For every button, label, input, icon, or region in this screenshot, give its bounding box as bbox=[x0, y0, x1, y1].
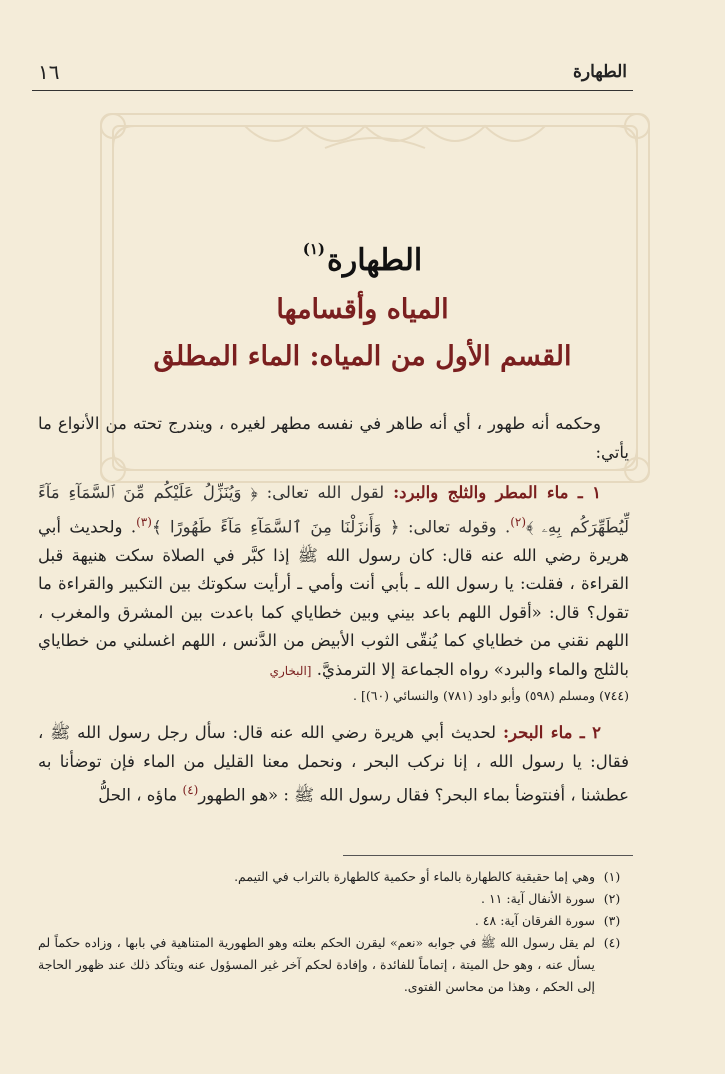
chapter-subtitle: المياه وأقسامها bbox=[276, 294, 449, 325]
item-2-footnote-ref-4: (٤) bbox=[182, 783, 199, 797]
item-2-paragraph bbox=[38, 719, 629, 810]
item-2-hadith: لحديث أبي هريرة رضي الله عنه قال: سأل رجل رسول الله ﷺ ، فقال: يا رسول الله ، إنا نركب البحر ، ونحمل معنا القليل من الماء فإن توضأنا به عطشنا ، أفنتوضأ بماء البحر؟ فقال رسول الله ﷺ : «هو الطهور bbox=[38, 723, 629, 805]
intro-paragraph: وحكمه أنه طهور ، أي أنه طاهر في نفسه مطهر لغيره ، ويندرج تحته من الأنواع ما يأتي: bbox=[38, 414, 629, 462]
footnote-item bbox=[38, 910, 629, 932]
footnote-text: سورة الفرقان آية: ٤٨ . bbox=[474, 913, 595, 928]
item-1-paragraph bbox=[38, 479, 629, 685]
item-1-heading: ١ ـ ماء المطر والثلج والبرد: bbox=[393, 483, 601, 502]
item-1-footnote-ref-3: (٣) bbox=[136, 514, 152, 529]
chapter-headings bbox=[60, 228, 665, 380]
item-1-hadith: . ولحديث أبي هريرة رضي الله عنه قال: كان رسول الله ﷺ إذا كبَّر في الصلاة سكت هنيهة قبل القراءة ، فقلت: يا رسول الله ـ بأبي أنت وأمي ـ أرأيت سكوتك بين التكبير والقراءة ما تقول؟ قال: «أقول اللهم باعد بيني وبين خطاياي كما باعدت بين المشرق والمغرب ، اللهم نقني من خطاياي كما يُنقّى الثوب الأبيض من الدَّنس ، اللهم اغسلني من خطاياي بالثلج والماء والبرد» رواه الجماعة إلا الترمذيَّ. bbox=[38, 517, 629, 679]
footnote-separator bbox=[343, 855, 633, 856]
chapter-title-footnote-ref: (١) bbox=[302, 240, 325, 258]
footnote-number: (٣) bbox=[603, 913, 621, 928]
footnote-number: (١) bbox=[603, 869, 621, 884]
footnote-item bbox=[38, 932, 629, 998]
footnote-item bbox=[38, 866, 629, 888]
footnote-text: لم يقل رسول الله ﷺ في جوابه «نعم» ليقرن الحكم بعلته وهو الطهورية المتناهية في بابها ، وزاده حكماً لم يسأل عنه ، وهو حل الميتة ، إتماماً للفائدة ، وإفادة لحكم آخر غير المسؤول عنه ويتأكد ذلك عند ظهور الحاجة إلى الحكم ، وهذا من محاسن الفتوى. bbox=[38, 935, 595, 994]
item-1-footnote-ref-2: (٢) bbox=[510, 514, 527, 529]
footnote-text: وهي إما حقيقية كالطهارة بالماء أو حكمية كالطهارة بالتراب في التيمم. bbox=[234, 869, 595, 884]
running-header bbox=[32, 60, 633, 91]
footnote-number: (٢) bbox=[603, 891, 621, 906]
item-1-reference-start: [البخاري bbox=[269, 663, 312, 678]
footnote-item bbox=[38, 888, 629, 910]
chapter-title-text: الطهارة bbox=[327, 243, 423, 278]
footnotes bbox=[38, 866, 629, 998]
footnote-text: سورة الأنفال آية: ١١ . bbox=[481, 891, 595, 906]
section-title: القسم الأول من المياه: الماء المطلق bbox=[153, 341, 572, 372]
running-title: الطهارة bbox=[573, 62, 627, 82]
body-text bbox=[38, 410, 629, 810]
item-1-reference: (٧٤٤) ومسلم (٥٩٨) وأبو داود (٧٨١) والنسائي (٦٠)] . bbox=[353, 688, 629, 703]
item-1-verse-2: . وقوله تعالى: ﴿ وَأَنزَلْنَا مِنَ ٱلسَّمَآءِ مَآءً طَهُورًا ﴾ bbox=[151, 517, 511, 536]
item-1-verse-1: لقول الله تعالى: ﴿ وَيُنَزِّلُ عَلَيْكُم مِّنَ ٱلسَّمَآءِ مَآءً لِّيُطَهِّرَكُم بِهِۦ ﴾ bbox=[38, 483, 629, 536]
item-2-hadith-cont: ماؤه ، الحلُّ bbox=[98, 785, 183, 805]
chapter-title bbox=[60, 228, 665, 282]
item-2-heading: ٢ ـ ماء البحر: bbox=[502, 723, 601, 742]
footnote-number: (٤) bbox=[603, 935, 621, 950]
page-number: ١٦ bbox=[38, 60, 60, 84]
